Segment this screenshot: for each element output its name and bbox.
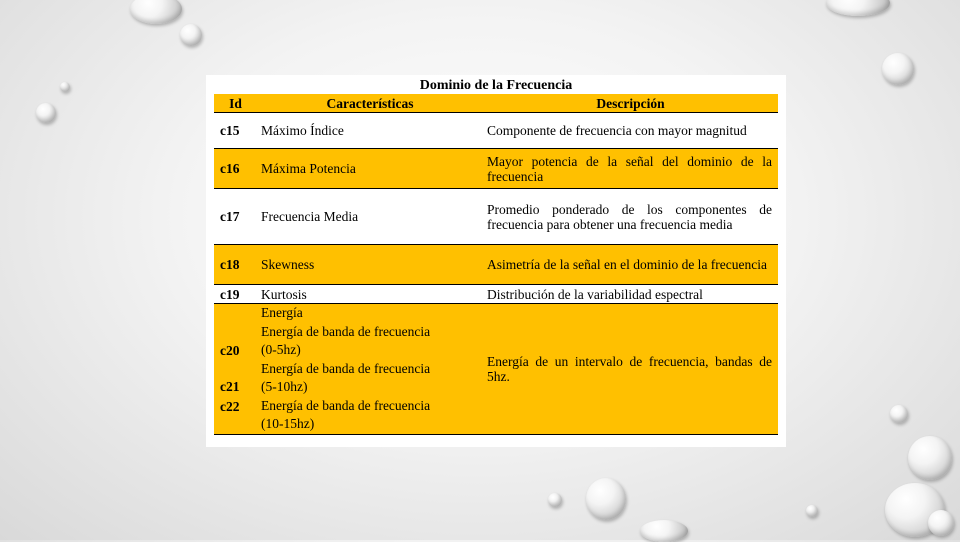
row-descripcion: Asimetría de la señal en el dominio de la frecuencia	[483, 245, 778, 285]
water-drop	[890, 405, 908, 423]
water-drop	[586, 478, 626, 520]
group-line: (0-5hz)	[261, 342, 301, 357]
header-caracteristicas: Características	[257, 94, 483, 113]
row-caracteristica: Skewness	[257, 245, 483, 285]
water-drop	[928, 510, 954, 536]
group-id: c20	[220, 343, 240, 358]
table-header-row	[214, 94, 778, 113]
row-id: c15	[214, 113, 257, 149]
row-descripcion: Distribución de la variabilidad espectral	[483, 285, 778, 304]
table-row	[214, 149, 778, 189]
row-id: c16	[214, 149, 257, 189]
table-row	[214, 189, 778, 245]
water-drop	[548, 493, 562, 507]
group-line: (10-15hz)	[261, 416, 315, 431]
row-id: c17	[214, 189, 257, 245]
row-descripcion: Mayor potencia de la señal del dominio de la frecuencia	[483, 149, 778, 189]
group-line: Energía de banda de frecuencia	[261, 360, 431, 376]
row-id: c19	[214, 285, 257, 304]
features-table	[214, 94, 778, 435]
water-drop	[130, 0, 182, 24]
water-drop	[36, 103, 56, 123]
table-title: Dominio de la Frecuencia	[419, 78, 573, 93]
group-id: c21	[220, 379, 240, 394]
row-id: c18	[214, 245, 257, 285]
water-drop	[640, 520, 688, 542]
header-id: Id	[214, 94, 257, 113]
group-descripcion: Energía de un intervalo de frecuencia, bandas de 5hz.	[483, 304, 778, 435]
table-row	[214, 245, 778, 285]
water-drop	[826, 0, 890, 16]
group-line: Energía de banda de frecuencia	[261, 397, 431, 413]
group-id: c22	[220, 399, 240, 414]
group-line: Energía	[261, 305, 303, 320]
water-drop	[806, 505, 818, 517]
water-drop	[908, 436, 952, 480]
row-caracteristica: Máximo Índice	[257, 113, 483, 149]
group-line: (5-10hz)	[261, 379, 308, 394]
row-descripcion: Promedio ponderado de los componentes de frecuencia para obtener una frecuencia media	[483, 189, 778, 245]
table-image	[206, 75, 786, 447]
row-caracteristica: Kurtosis	[257, 285, 483, 304]
table-row	[214, 113, 778, 149]
row-descripcion: Componente de frecuencia con mayor magnitud	[483, 113, 778, 149]
water-drop	[60, 82, 70, 92]
group-ids	[214, 304, 257, 435]
row-caracteristica: Máxima Potencia	[257, 149, 483, 189]
header-descripcion: Descripción	[483, 94, 778, 113]
water-drop	[882, 53, 914, 85]
table-row-energy-group	[214, 304, 778, 435]
group-line: Energía de banda de frecuencia	[261, 323, 431, 339]
table-row	[214, 285, 778, 304]
group-caracteristicas	[257, 304, 483, 435]
water-drop	[180, 24, 202, 46]
row-caracteristica: Frecuencia Media	[257, 189, 483, 245]
